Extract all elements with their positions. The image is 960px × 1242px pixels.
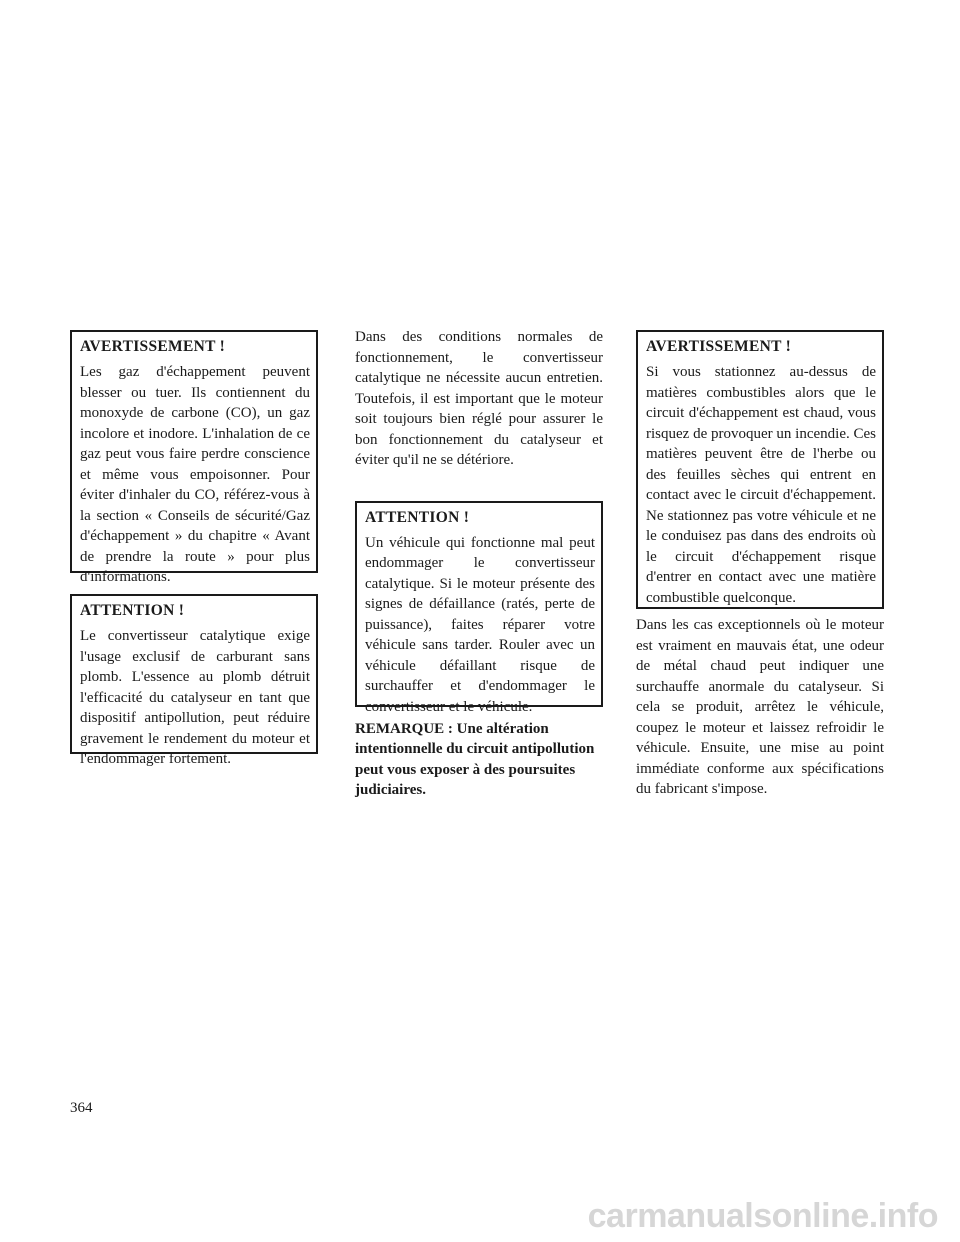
- caution-text: Le convertisseur catalytique exige l'usage exclusif de carburant sans plomb. L'essence au plomb détruit l'efficacité du catalyseur en tant que dispositif antipollution, peut réduire gravement le rendement du moteur et l'endommager fortement.: [80, 628, 310, 767]
- legal-note: REMARQUE : Une altération intentionnelle du circuit antipollution peut vous exposer à des poursuites judiciaires.: [355, 720, 595, 798]
- column-right: [636, 330, 884, 800]
- column-left: [70, 330, 318, 767]
- catalyst-paragraph: Dans des conditions normales de fonctionnement, le convertisseur catalytique ne nécessite aucun entretien. Toutefois, il est important que le moteur soit toujours bien réglé pour assurer le bon fonctionnement du catalyseur et éviter qu'il ne se détériore.: [355, 329, 603, 468]
- caution-text: Un véhicule qui fonctionne mal peut endommager le convertisseur catalytique. Si le moteur présente des signes de défaillance (ratés, perte de puissance), faites réparer votre véhicule sans tarder. Rouler avec un véhicule défaillant risque de surchauffer et d'endommager le convertisseur et le véhicule.: [365, 534, 595, 715]
- warning-box: [70, 330, 318, 585]
- warning-box: [636, 330, 884, 609]
- caution-title: ATTENTION !: [80, 602, 185, 619]
- page-number: 364: [70, 1100, 93, 1116]
- caution-title: ATTENTION !: [365, 508, 470, 526]
- column-middle: [355, 327, 603, 801]
- watermark: carmanualsonline.info: [587, 1197, 938, 1235]
- warning-text: Les gaz d'échappement peuvent blesser ou tuer. Ils contiennent du monoxyde de carbone (CO), un gaz incolore et inodore. L'inhalation de ce gaz peut vous faire perdre conscience et même vous empoisonner. Pour éviter d'inhaler du CO, référez-vous à la section « Conseils de sécurité/Gaz d'échappement » du chapitre « Avant de prendre la route » pour plus d'informations.: [80, 364, 310, 585]
- warning-title: AVERTISSEMENT !: [646, 338, 792, 355]
- warning-title: AVERTISSEMENT !: [80, 338, 226, 355]
- caution-box: [355, 501, 603, 715]
- warning-text: Si vous stationnez au-dessus de matières combustibles alors que le circuit d'échappement est chaud, vous risquez de provoquer un incendie. Ces matières peuvent être de l'herbe ou des feuilles sèches qui entrent en contact avec le circuit d'échappement. Ne stationnez pas votre véhicule et ne le conduisez pas dans des endroits où le circuit d'échappement risque d'entrer en contact avec une matière combustible quelconque.: [646, 364, 876, 606]
- overheat-paragraph: Dans les cas exceptionnels où le moteur est vraiment en mauvais état, une odeur de métal chaud peut indiquer une surchauffe anormale du catalyseur. Si cela se produit, arrêtez le véhicule, coupez le moteur et laissez refroidir le véhicule. Ensuite, une mise au point immédiate conforme aux spécifications du fabricant s'impose.: [636, 617, 884, 797]
- caution-box: [70, 594, 318, 767]
